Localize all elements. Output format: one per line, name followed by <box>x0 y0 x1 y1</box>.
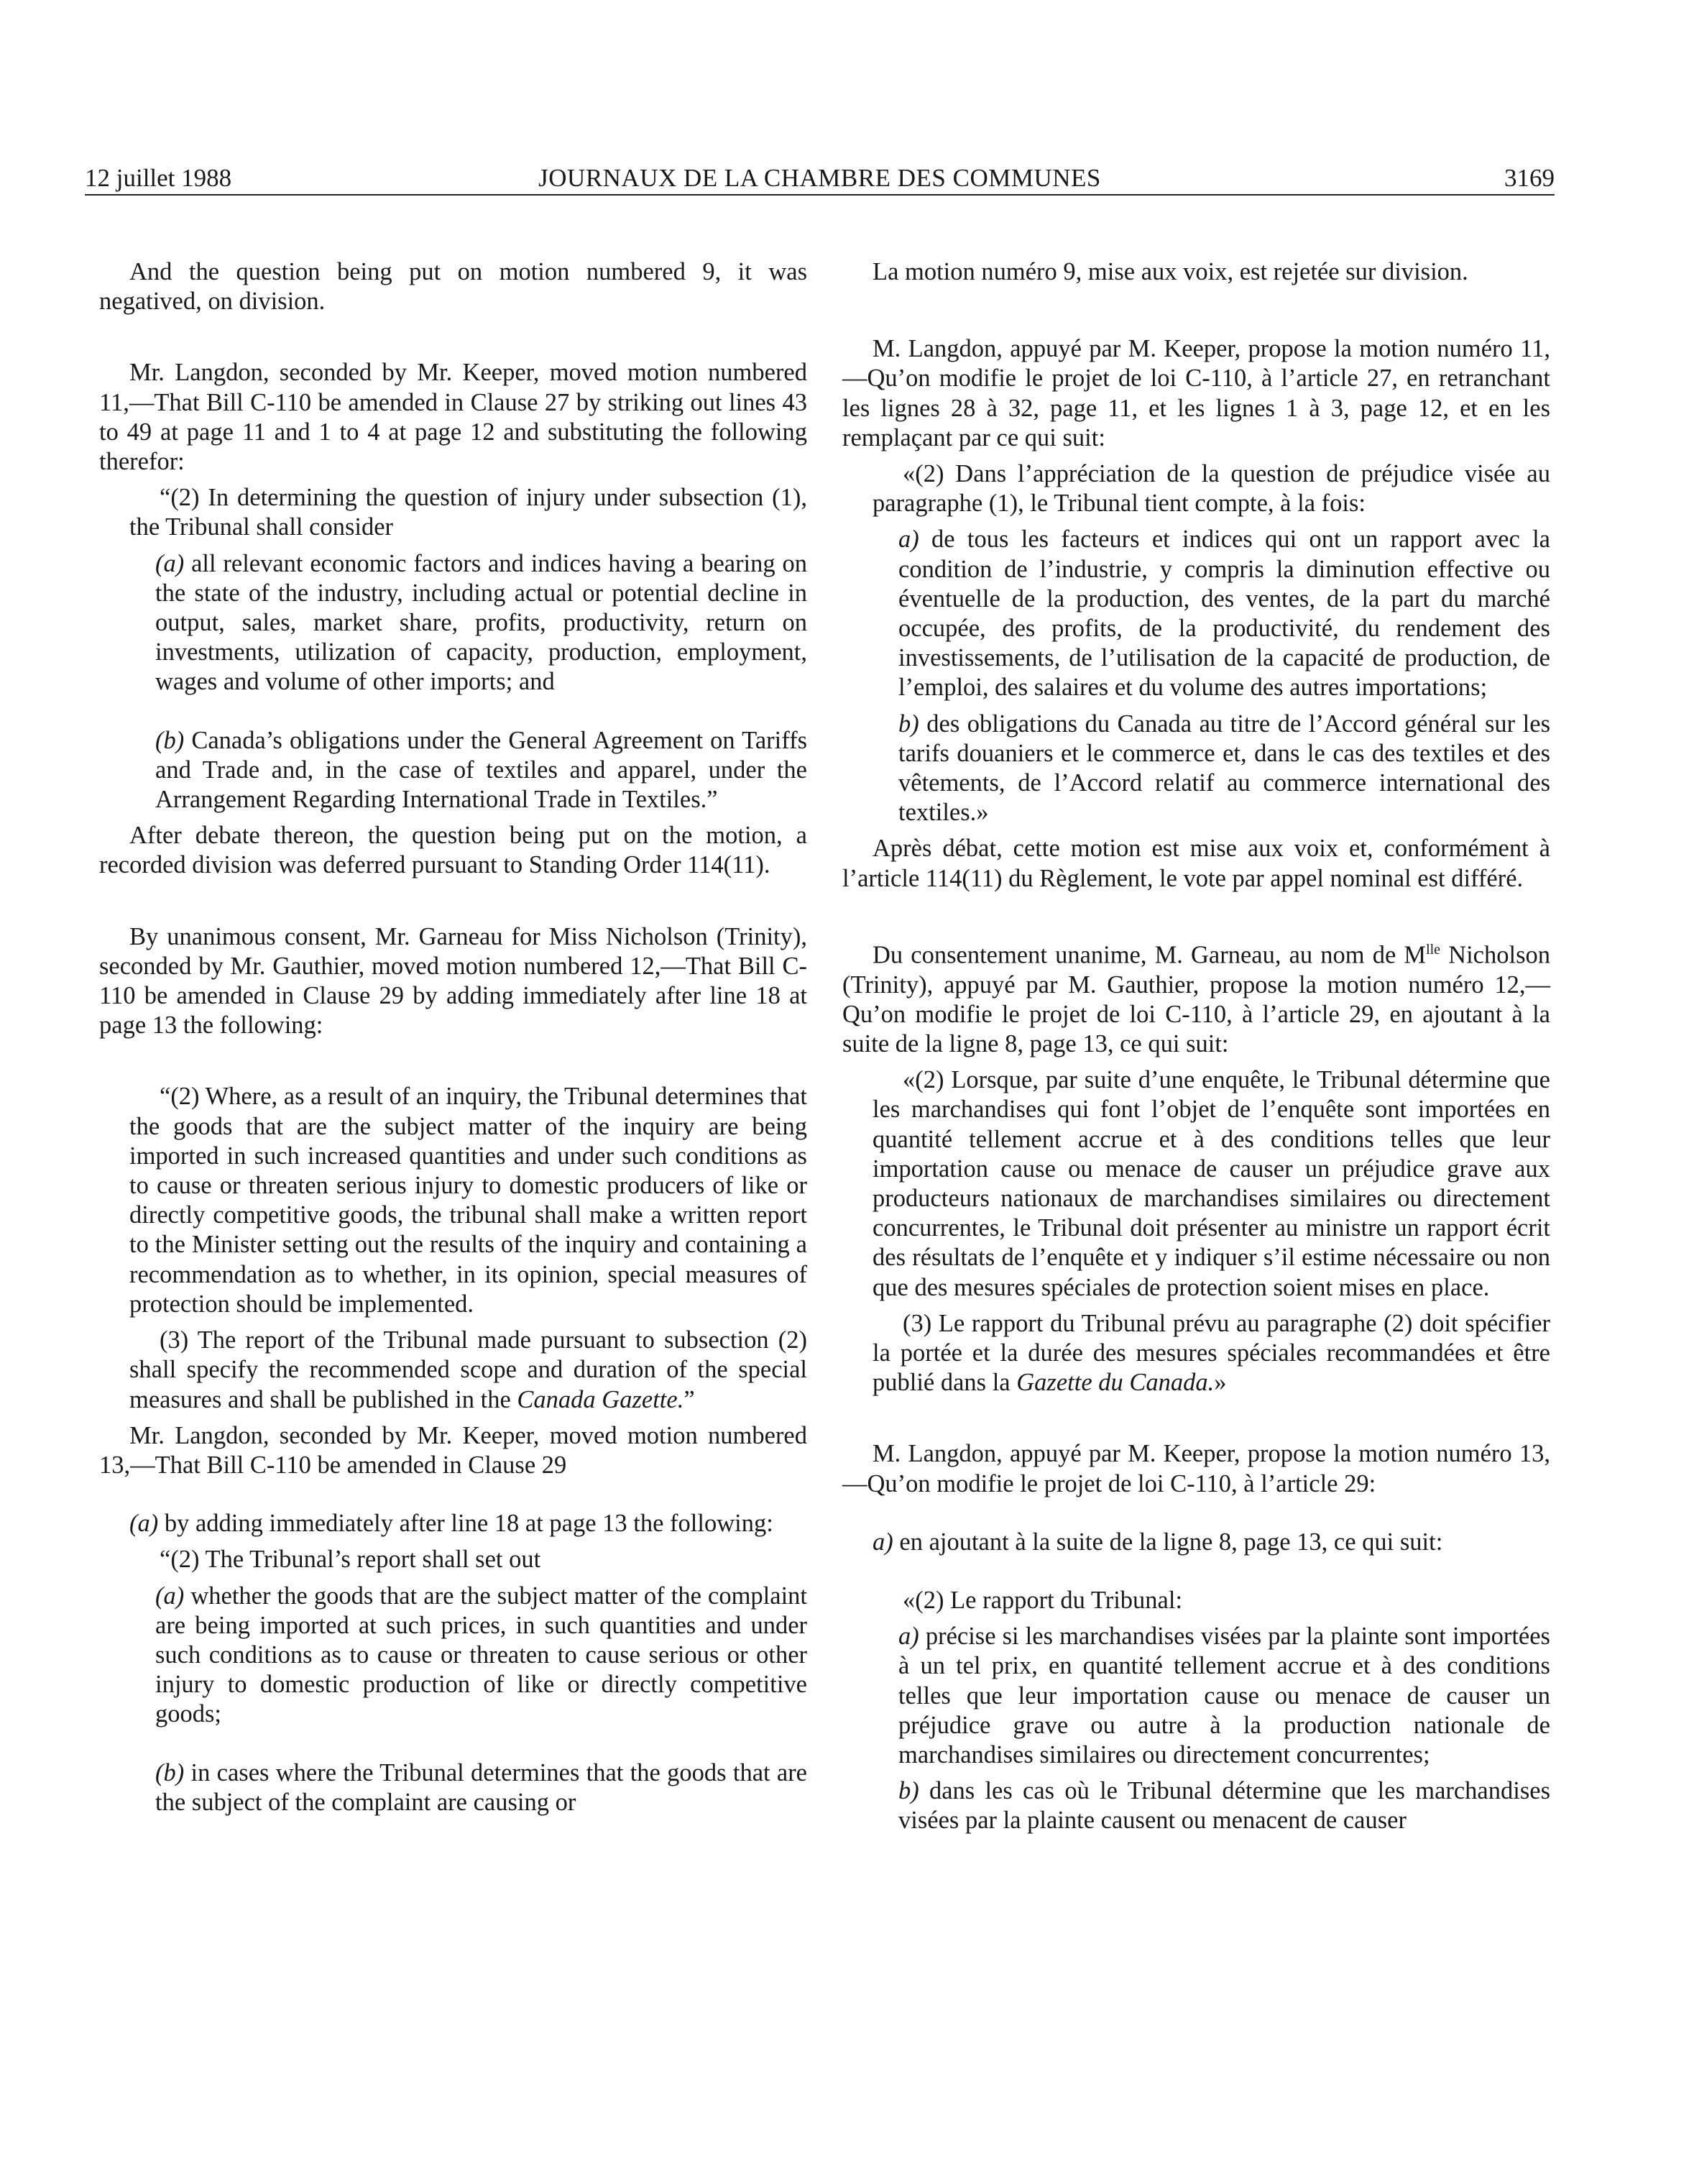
en-paragraph-9 <box>99 1326 807 1415</box>
en-paragraph-12: “(2) The Tribunal’s report shall set out <box>160 1546 541 1574</box>
fr-item-a-mark: a) <box>898 526 919 554</box>
fr-paragraph-9 <box>842 1309 1550 1398</box>
en-paragraph-8: “(2) Where, as a result of an inquiry, the Tribunal determines that the goods that are the subject matter of the inquiry are being imported in such increased quantities and under such conditions as to cause or threaten serious injury to domestic producers of like or directly competitive goods, the tribunal shall make a written report to the Minister setting out the results of the inquiry and containing a recommendation as to whether, in its opinion, special measures of protection should be implemented. <box>129 1083 807 1318</box>
en-item-a-mark: (a) <box>155 549 185 577</box>
fr-paragraph-1: La motion numéro 9, mise aux voix, est rejetée sur division. <box>873 258 1468 285</box>
en-p11-mark: (a) <box>129 1510 159 1538</box>
fr-p7-text-a: Du consentement unanime, M. Garneau, au nom de M <box>873 941 1427 969</box>
en-p9-end: ” <box>683 1385 695 1413</box>
english-column <box>99 257 807 1817</box>
fr-paragraph-4 <box>842 525 1550 702</box>
en-p14-mark: (b) <box>155 1758 185 1786</box>
en-item-b-text: Canada’s obligations under the General Agreement on Tariffs and Trade and, in the case of textiles and apparel, under the Arrangement Regarding International Trade in Textiles.” <box>155 726 807 814</box>
fr-p11-text: en ajoutant à la suite de la ligne 8, page 13, ce qui suit: <box>893 1528 1443 1556</box>
fr-paragraph-7 <box>842 935 1550 1059</box>
header-title: JOURNAUX DE LA CHAMBRE DES COMMUNES <box>538 164 1101 192</box>
fr-paragraph-6: Après débat, cette motion est mise aux voix et, conformément à l’article 114(11) du Règlement, le vote par appel nominal est différé. <box>842 835 1550 892</box>
en-paragraph-3: “(2) In determining the question of injury under subsection (1), the Tribunal shall consider <box>129 484 807 541</box>
en-p9-text: (3) The report of the Tribunal made pursuant to subsection (2) shall specify the recommended scope and duration of the special measures and shall be published in the <box>129 1326 807 1413</box>
fr-paragraph-13 <box>842 1622 1550 1770</box>
fr-p7-sup: lle <box>1426 941 1441 958</box>
en-paragraph-10: Mr. Langdon, seconded by Mr. Keeper, moved motion numbered 13,—That Bill C-110 be amended in Clause 29 <box>99 1421 807 1479</box>
en-paragraph-1: And the question being put on motion numbered 9, it was negatived, on division. <box>99 258 807 316</box>
en-p9-italic: Canada Gazette. <box>517 1385 684 1413</box>
fr-p13-mark: a) <box>898 1623 919 1651</box>
en-paragraph-2: Mr. Langdon, seconded by Mr. Keeper, moved motion numbered 11,—That Bill C-110 be amended in Clause 27 by striking out lines 43 to 49 at page 11 and 1 to 4 at page 12 and substituting the following therefor: <box>99 359 807 476</box>
fr-paragraph-5 <box>842 710 1550 828</box>
fr-item-a-text: de tous les facteurs et indices qui ont un rapport avec la condition de l’industrie, y compris la diminution effective ou éventuelle de la production, des ventes, de la part du marché occupée, des profits, de la productivité, du rendement des investissements, de l’utilisation de la capacité de production, de l’emploi, des salaires et du volume des autres importations; <box>898 526 1550 702</box>
fr-p9-italic: Gazette du Canada. <box>1016 1369 1215 1397</box>
en-paragraph-7: By unanimous consent, Mr. Garneau for Miss Nicholson (Trinity), seconded by Mr. Gauthier, moved motion numbered 12,—That Bill C-110 be amended in Clause 29 by adding immediately after line 18 at page 13 the following: <box>99 922 807 1040</box>
fr-paragraph-2: M. Langdon, appuyé par M. Keeper, propose la motion numéro 11,—Qu’on modifie le projet de loi C-110, à l’article 27, en retranchant les lignes 28 à 32, page 11, et les lignes 1 à 3, page 12, et en les remplaçant par ce qui suit: <box>842 335 1550 451</box>
fr-p14-text: dans les cas où le Tribunal détermine que les marchandises visées par la plainte causent ou menacent de causer <box>898 1777 1550 1835</box>
fr-p9-text: (3) Le rapport du Tribunal prévu au paragraphe (2) doit spécifier la portée et la durée des mesures spéciales recommandées et être publié dans la <box>873 1309 1550 1397</box>
en-paragraph-13 <box>99 1582 807 1730</box>
fr-p9-end: » <box>1214 1369 1227 1397</box>
fr-item-b-text: des obligations du Canada au titre de l’Accord général sur les tarifs douaniers et le commerce et, dans le cas des textiles et des vêtements, de l’Accord relatif au commerce international des textiles.» <box>898 710 1550 827</box>
fr-item-b-mark: b) <box>898 710 919 738</box>
en-p11-text: by adding immediately after line 18 at page 13 the following: <box>158 1510 773 1538</box>
fr-p13-text: précise si les marchandises visées par la plainte sont importées à un tel prix, en quantité tellement accrue et à des conditions telles que leur importation cause ou menace de causer un préjudice grave ou autre à la production nationale de marchandises similaires ou directement concurrentes; <box>898 1623 1550 1769</box>
en-p14-text: in cases where the Tribunal determines that the goods that are the subject of the complaint are causing or <box>155 1758 807 1816</box>
fr-paragraph-3: «(2) Dans l’appréciation de la question de préjudice visée au paragraphe (1), le Tribunal tient compte, à la fois: <box>873 460 1550 518</box>
fr-paragraph-12: «(2) Le rapport du Tribunal: <box>903 1587 1183 1615</box>
en-p13-text: whether the goods that are the subject matter of the complaint are being imported at such prices, in such quantities and under such conditions as to cause or threaten to cause serious or other injury to domestic production of like or directly competitive goods; <box>155 1582 807 1728</box>
fr-p11-mark: a) <box>873 1528 893 1556</box>
en-paragraph-14 <box>99 1758 807 1817</box>
fr-paragraph-11 <box>842 1528 1550 1557</box>
en-paragraph-11 <box>99 1509 807 1538</box>
header-date: 12 juillet 1988 <box>85 164 232 192</box>
en-paragraph-4 <box>99 549 807 697</box>
en-paragraph-6: After debate thereon, the question being put on the motion, a recorded division was deferred pursuant to Standing Order 114(11). <box>99 822 807 879</box>
fr-p7-text-b: Nicholson (Trinity), appuyé par M. Gauthier, propose la motion numéro 12,—Qu’on modifie le projet de loi C-110, à l’article 29, en ajoutant à la suite de la ligne 8, page 13, ce qui suit: <box>842 941 1550 1057</box>
header-page-number: 3169 <box>1504 164 1555 192</box>
en-paragraph-5 <box>99 726 807 815</box>
french-column <box>842 257 1550 1836</box>
fr-p14-mark: b) <box>898 1777 919 1805</box>
en-p13-mark: (a) <box>155 1582 185 1610</box>
fr-paragraph-8: «(2) Lorsque, par suite d’une enquête, le Tribunal détermine que les marchandises qui font l’objet de l’enquête sont importées en quantité tellement accrue et à des conditions telles que leur importation cause ou menace de causer un préjudice grave aux producteurs nationaux de marchandises similaires ou directement concurrentes, le Tribunal doit présenter au ministre un rapport écrit des résultats de l’enquête et y indiquer s’il estime nécessaire ou non que des mesures spéciales de protection soient mises en place. <box>873 1066 1550 1301</box>
en-item-a-text: all relevant economic factors and indices having a bearing on the state of the industry, including actual or potential decline in output, sales, market share, profits, productivity, return on investments, utilization of capacity, production, employment, wages and volume of other imports; and <box>155 549 807 696</box>
fr-paragraph-10: M. Langdon, appuyé par M. Keeper, propose la motion numéro 13,—Qu’on modifie le projet de loi C-110, à l’article 29: <box>842 1440 1550 1497</box>
fr-paragraph-14 <box>842 1776 1550 1835</box>
en-item-b-mark: (b) <box>155 726 185 754</box>
page-header <box>85 160 1555 196</box>
